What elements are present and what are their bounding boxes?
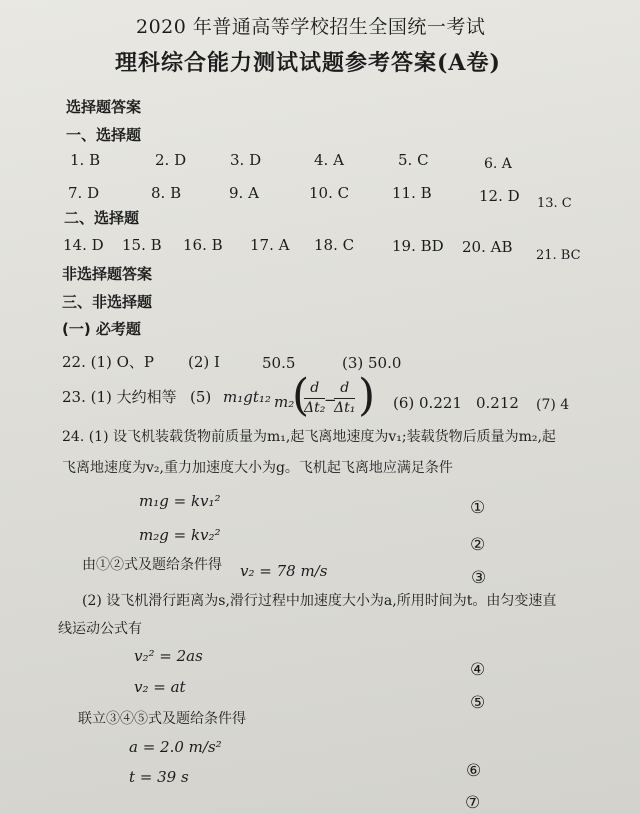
- q23-part6: (6) 0.221: [393, 394, 462, 412]
- mc-answer-9: 9. A: [229, 184, 259, 202]
- q22-part3: (3) 50.0: [342, 354, 402, 372]
- mc-answer-16: 16. B: [183, 236, 223, 254]
- equation-marker-6: ⑥: [466, 761, 482, 781]
- answer-key-title: 理科综合能力测试试题参考答案(A卷): [115, 50, 501, 76]
- mc-answer-8: 8. B: [151, 184, 182, 202]
- fraction-2-numerator: d: [340, 380, 350, 396]
- q24-eq3: v₂ = 78 m/s: [240, 562, 328, 580]
- fraction-bar: [334, 398, 355, 399]
- section-part1: 一、选择题: [66, 126, 142, 144]
- mc-answer-4: 4. A: [314, 151, 344, 169]
- mc-answer-18: 18. C: [314, 236, 355, 254]
- q23-part5-label: (5): [190, 388, 212, 406]
- mc-answer-7: 7. D: [68, 184, 100, 202]
- q23-value2: 0.212: [476, 394, 519, 412]
- equation-marker-3: ③: [471, 568, 487, 588]
- fraction-2: [334, 381, 355, 415]
- q24-line3: (2) 设飞机滑行距离为s,滑行过程中加速度大小为a,所用时间为t。由匀变速直: [82, 593, 557, 609]
- mc-answer-19: 19. BD: [392, 237, 444, 255]
- section-part2: 二、选择题: [64, 209, 140, 227]
- q24-line1: 24. (1) 设飞机装载货物前质量为m₁,起飞离地速度为v₁;装载货物后质量为m₂,起: [62, 429, 556, 445]
- mc-answer-13: 13. C: [537, 196, 572, 211]
- q22-part2: (2) I: [188, 353, 220, 371]
- q23-expr2-coef: m₂: [274, 393, 295, 411]
- mc-answer-10: 10. C: [309, 184, 350, 202]
- q24-eq7: t = 39 s: [129, 768, 189, 786]
- mc-answer-3: 3. D: [230, 151, 262, 169]
- equation-marker-2: ②: [470, 535, 486, 555]
- mc-answer-21: 21. BC: [536, 248, 581, 263]
- mc-answer-11: 11. B: [392, 184, 432, 202]
- mc-answer-14: 14. D: [63, 236, 104, 254]
- q24-line4: 线运动公式有: [58, 621, 142, 637]
- fraction-bar: [304, 398, 325, 399]
- section-choice-answers: 选择题答案: [66, 98, 142, 116]
- exam-title: 2020 年普通高等学校招生全国统一考试: [136, 16, 486, 38]
- fraction-1-numerator: d: [310, 380, 320, 396]
- equation-marker-1: ①: [470, 498, 486, 518]
- q23-part7: (7) 4: [536, 397, 570, 413]
- q22-part1: 22. (1) O、P: [62, 353, 155, 371]
- equation-marker-4: ④: [470, 660, 486, 680]
- mc-answer-5: 5. C: [398, 151, 429, 169]
- mc-answer-1: 1. B: [70, 151, 101, 169]
- mc-answer-15: 15. B: [122, 236, 162, 254]
- mc-answer-17: 17. A: [250, 236, 290, 254]
- right-paren-icon: ): [358, 370, 376, 421]
- minus-sign: −: [324, 391, 337, 409]
- fraction-1: [304, 381, 325, 415]
- equation-marker-5: ⑤: [470, 693, 486, 713]
- mc-answer-12: 12. D: [479, 187, 520, 205]
- fraction-1-denominator: Δt₂: [304, 399, 326, 416]
- equation-marker-7: ⑦: [465, 793, 481, 813]
- q24-eq2: m₂g = kv₂²: [139, 526, 221, 544]
- section-part3: 三、非选择题: [62, 293, 153, 311]
- q24-line2: 飞离地速度为v₂,重力加速度大小为g。飞机起飞离地应满足条件: [62, 460, 453, 476]
- q24-derive1: 由①②式及题给条件得: [82, 557, 222, 573]
- q22-value: 50.5: [262, 354, 296, 372]
- q23-expr1: m₁gt₁₂: [223, 388, 271, 406]
- q24-eq5: v₂ = at: [134, 678, 186, 696]
- q24-eq4: v₂² = 2as: [134, 647, 203, 665]
- mc-answer-2: 2. D: [155, 151, 187, 169]
- mc-answer-20: 20. AB: [462, 238, 513, 256]
- q23-part1: 23. (1) 大约相等: [62, 388, 177, 406]
- fraction-2-denominator: Δt₁: [334, 399, 356, 416]
- q24-eq1: m₁g = kv₁²: [139, 492, 221, 510]
- left-paren-icon: (: [292, 370, 310, 421]
- section-nonchoice-answers: 非选择题答案: [62, 265, 153, 283]
- q24-derive2: 联立③④⑤式及题给条件得: [78, 711, 246, 727]
- q24-eq6: a = 2.0 m/s²: [129, 738, 222, 756]
- mc-answer-6: 6. A: [484, 156, 512, 172]
- section-required: (一) 必考题: [62, 320, 141, 338]
